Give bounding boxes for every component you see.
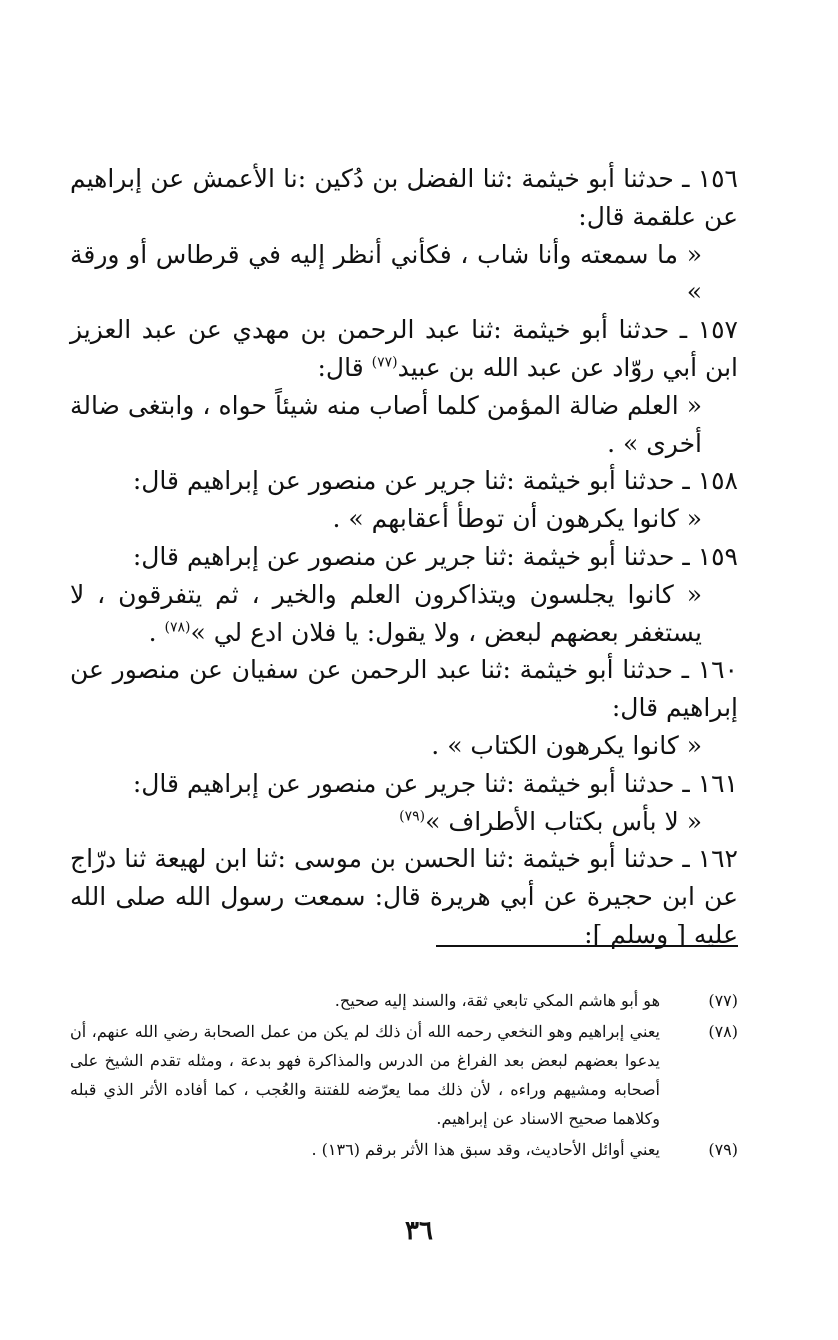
narration-157 — [70, 311, 738, 387]
quote-160: « كانوا يكرهون الكتاب » . — [431, 730, 702, 760]
narration-157-end: قال: — [317, 352, 372, 382]
footnote-79 — [70, 1135, 738, 1164]
footnote-78 — [70, 1017, 738, 1133]
narration-159: ١٥٩ ـ حدثنا أبو خيثمة :ثنا جرير عن منصور عن إبراهيم قال: — [132, 541, 738, 571]
quote-159-text: « كانوا يجلسون ويتذاكرون العلم والخير ، ثم يتفرقون ، لا يستغفر بعضهم لبعض ، ولا يقول: يا فلان ادع لي » — [70, 579, 702, 647]
quote-156: « ما سمعته وأنا شاب ، فكأني أنظر إليه في قرطاس أو ورقة » — [70, 239, 702, 307]
quote-161 — [70, 803, 738, 841]
narration-161: ١٦١ ـ حدثنا أبو خيثمة :ثنا جرير عن منصور عن إبراهيم قال: — [132, 768, 738, 798]
footnote-text: يعني أوائل الأحاديث، وقد سبق هذا الأثر برقم (١٣٦) . — [311, 1140, 660, 1159]
quote-161-text: « لا بأس بكتاب الأطراف » — [425, 806, 702, 836]
narration-162: ١٦٢ ـ حدثنا أبو خيثمة :ثنا الحسن بن موسى :ثنا ابن لهيعة ثنا درّاج عن ابن حجيرة عن أبي هريرة قال: سمعت رسول الله صلى الله عليه [ وسلم ]: — [70, 844, 738, 949]
narration-160: ١٦٠ ـ حدثنا أبو خيثمة :ثنا عبد الرحمن عن سفيان عن منصور عن إبراهيم قال: — [70, 655, 738, 723]
narration-158: ١٥٨ ـ حدثنا أبو خيثمة :ثنا جرير عن منصور عن إبراهيم قال: — [132, 466, 738, 496]
footnote-ref-79[interactable]: (٧٩) — [399, 808, 426, 825]
quote-158: « كانوا يكرهون أن توطأ أعقابهم » . — [332, 504, 702, 534]
page-number: ٣٦ — [405, 1216, 433, 1246]
footnote-ref-77[interactable]: (٧٧) — [371, 354, 398, 371]
main-text — [70, 160, 738, 954]
footnotes — [70, 986, 738, 1166]
footnote-text: يعني إبراهيم وهو النخعي رحمه الله أن ذلك لم يكن من عمل الصحابة رضي الله عنهم، أن يدعوا بعضهم لبعض بعد الفراغ من الدرس والمذاكرة فهو بدعة ، ومثله تقدم الشيخ على أصحابه ومشيهم وراءه ، لأن ذلك مما يعرّضه للفتنة والعُجب ، كما أفاده الأثر الذي قبله وكلاهما صحيح الاسناد عن إبراهيم. — [70, 1022, 660, 1128]
footnote-number: (٧٧) — [708, 991, 738, 1010]
quote-159-end: . — [148, 617, 165, 647]
footnote-number: (٧٩) — [708, 1140, 738, 1159]
footnote-ref-78[interactable]: (٧٨) — [164, 619, 191, 636]
footnote-divider — [436, 945, 738, 947]
quote-159 — [70, 576, 738, 652]
footnote-77 — [70, 986, 738, 1015]
footnote-text: هو أبو هاشم المكي تابعي ثقة، والسند إليه صحيح. — [334, 991, 660, 1010]
footnote-number: (٧٨) — [708, 1022, 738, 1041]
narration-157-text: ١٥٧ ـ حدثنا أبو خيثمة :ثنا عبد الرحمن بن مهدي عن عبد العزيز ابن أبي روّاد عن عبد الله بن عبيد — [70, 315, 738, 382]
quote-157: « العلم ضالة المؤمن كلما أصاب منه شيئاً حواه ، وابتغى ضالة أخرى » . — [70, 390, 702, 458]
narration-156: ١٥٦ ـ حدثنا أبو خيثمة :ثنا الفضل بن دُكين :نا الأعمش عن إبراهيم عن علقمة قال: — [70, 164, 738, 231]
